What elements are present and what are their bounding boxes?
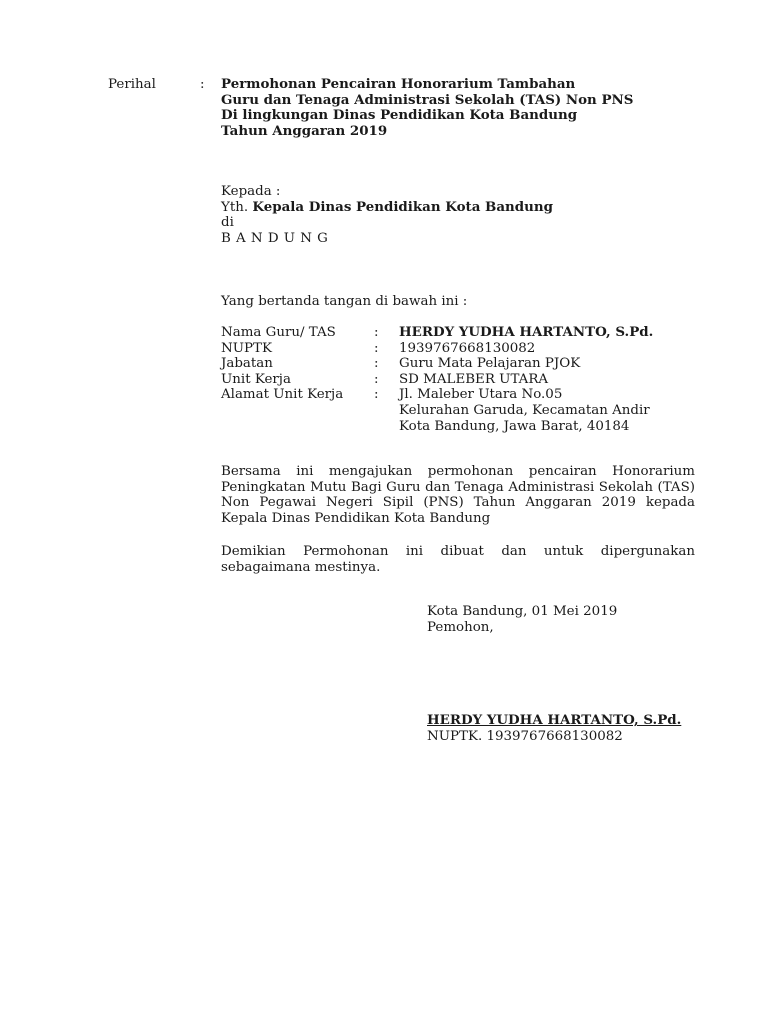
- perihal-label: Perihal: [108, 77, 156, 92]
- perihal-line-4: Tahun Anggaran 2019: [221, 122, 388, 139]
- di-line: di: [221, 215, 234, 231]
- field-value-alamat-3: Kota Bandung, Jawa Barat, 40184: [399, 418, 630, 434]
- body-paragraph-2: Demikian Permohonan ini dibuat dan untuk dipergunakan sebagaimana mestinya.: [221, 544, 695, 575]
- field-label-nuptk: NUPTK: [221, 340, 272, 356]
- field-value-nama: HERDY YUDHA HARTANTO, S.Pd.: [399, 324, 654, 340]
- place-date: Kota Bandung, 01 Mei 2019: [427, 604, 618, 619]
- signatory-nuptk: NUPTK. 1939767668130082: [427, 729, 623, 744]
- field-colon: :: [374, 340, 379, 356]
- field-value-alamat-2: Kelurahan Garuda, Kecamatan Andir: [399, 402, 650, 418]
- recipient-block: [221, 184, 691, 246]
- field-colon: :: [374, 356, 379, 372]
- perihal-line-3: Di lingkungan Dinas Pendidikan Kota Bandung: [221, 107, 578, 124]
- body-paragraph-1: Bersama ini mengajukan permohonan pencairan Honorarium Peningkatan Mutu Bagi Guru dan Tenaga Administrasi Sekolah (TAS) Non Pegawai Negeri Sipil (PNS) Tahun Anggaran 2019 kepada Kepala Dinas Pendidikan Kota Bandung: [221, 464, 695, 526]
- perihal-subject: [221, 77, 691, 139]
- field-row-unit: [221, 372, 691, 388]
- perihal-line-2: Guru dan Tenaga Administrasi Sekolah (TAS) Non PNS: [221, 91, 634, 108]
- kepada-label: Kepada :: [221, 184, 281, 199]
- field-row-alamat-3: [221, 419, 691, 435]
- field-colon: :: [374, 387, 379, 403]
- field-label-alamat: Alamat Unit Kerja: [221, 387, 344, 403]
- field-row-alamat-2: [221, 403, 691, 419]
- field-label-unit: Unit Kerja: [221, 371, 291, 387]
- field-value-unit: SD MALEBER UTARA: [399, 371, 549, 387]
- field-row-jabatan: [221, 356, 691, 372]
- field-row-alamat: [221, 387, 691, 403]
- perihal-colon: :: [200, 77, 205, 92]
- field-row-nama: [221, 325, 691, 341]
- field-value-alamat-1: Jl. Maleber Utara No.05: [399, 387, 563, 403]
- recipient-line: [221, 200, 691, 216]
- city-line: BANDUNG: [221, 230, 334, 246]
- intro-text: Yang bertanda tangan di bawah ini :: [221, 294, 468, 309]
- field-colon: :: [374, 325, 379, 340]
- field-value-nuptk: 1939767668130082: [399, 340, 536, 356]
- perihal-line-1: Permohonan Pencairan Honorarium Tambahan: [221, 76, 576, 92]
- applicant-fields: [221, 325, 691, 434]
- yth-prefix: Yth.: [221, 199, 249, 215]
- recipient-name: Kepala Dinas Pendidikan Kota Bandung: [252, 198, 553, 215]
- field-colon: :: [374, 371, 379, 387]
- signatory-name: HERDY YUDHA HARTANTO, S.Pd.: [427, 712, 682, 728]
- field-label-jabatan: Jabatan: [221, 356, 273, 372]
- pemohon-label: Pemohon,: [427, 620, 494, 635]
- field-label-nama: Nama Guru/ TAS: [221, 325, 336, 340]
- field-row-nuptk: [221, 341, 691, 357]
- field-value-jabatan: Guru Mata Pelajaran PJOK: [399, 356, 581, 372]
